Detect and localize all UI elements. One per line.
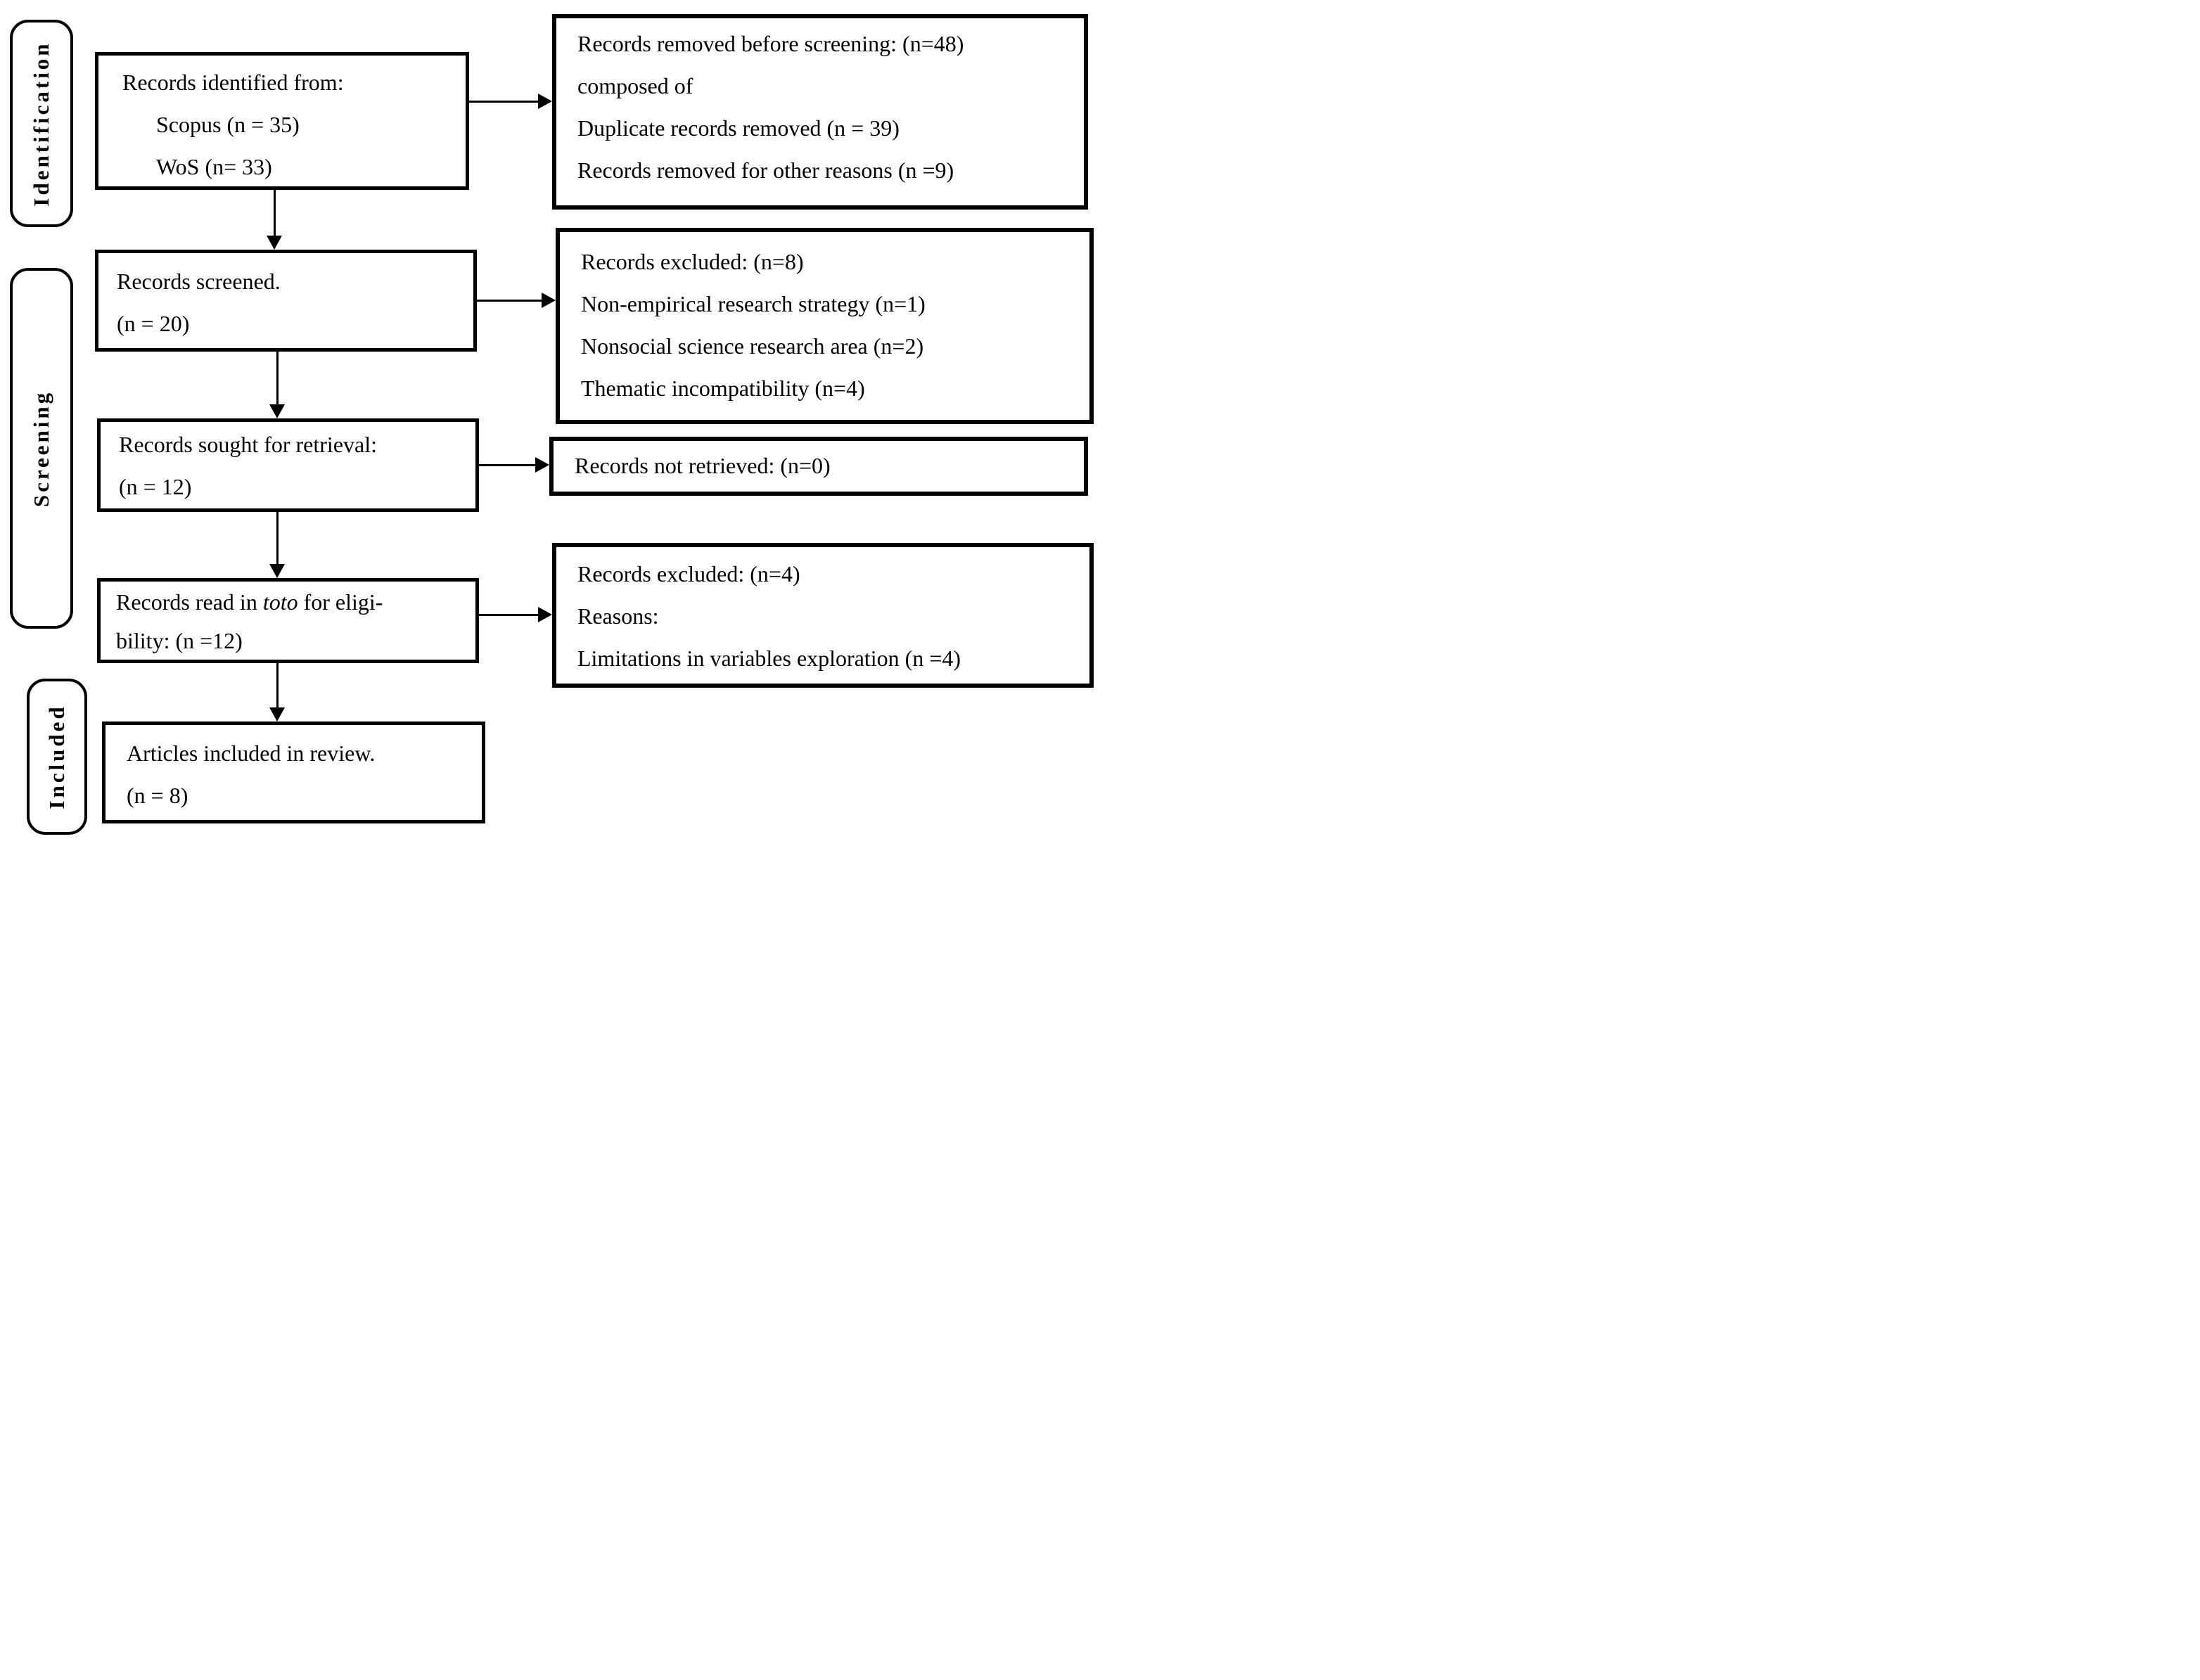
prisma-flow-diagram [0, 0, 1100, 840]
arrow-identified-to-removed [469, 101, 538, 103]
read-line1-italic: toto [262, 589, 298, 615]
arrow-read-to-excluded [479, 614, 538, 616]
excluded-eligibility-line1: Records excluded: (n=4) [577, 561, 800, 586]
sidebox-removed-before-screening [552, 14, 1088, 210]
arrow-screened-to-excluded [477, 300, 542, 302]
box-articles-included-line: Articles included in review. [127, 740, 376, 766]
arrow-sought-to-not-retrieved [479, 464, 535, 466]
stage-label-identification: Identification [29, 40, 53, 207]
bracket-included [27, 679, 87, 835]
removed-before-screening-line2: composed of [577, 73, 693, 98]
box-records-read-line1 [116, 583, 475, 622]
removed-before-screening-line1: Records removed before screening: (n=48) [577, 31, 964, 56]
stage-label-included: Included [44, 704, 69, 809]
box-records-sought-count: (n = 12) [119, 474, 192, 499]
box-records-sought-line: Records sought for retrieval: [119, 432, 377, 457]
read-line1-pre: Records read in [116, 589, 263, 615]
box-records-screened-count: (n = 20) [117, 311, 190, 336]
removed-before-screening-line3: Duplicate records removed (n = 39) [577, 115, 900, 141]
bracket-screening [10, 268, 73, 629]
excluded-screening-line1: Records excluded: (n=8) [581, 249, 804, 274]
read-line1-post: for eligi- [298, 589, 383, 615]
box-records-read-eligibility [97, 578, 479, 663]
box-articles-included-count: (n = 8) [127, 783, 188, 808]
arrow-screened-to-sought [276, 352, 279, 404]
excluded-screening-line4: Thematic incompatibility (n=4) [581, 376, 865, 401]
arrow-identified-to-screened [274, 190, 276, 236]
bracket-identification [10, 20, 73, 227]
box-records-identified-scopus: Scopus (n = 35) [156, 112, 300, 137]
box-records-identified-wos: WoS (n= 33) [156, 154, 272, 179]
sidebox-records-excluded-screening [556, 228, 1094, 424]
excluded-screening-line3: Nonsocial science research area (n=2) [581, 333, 924, 359]
arrow-read-to-included [276, 663, 279, 707]
sidebox-records-excluded-eligibility [552, 543, 1094, 688]
box-articles-included [102, 722, 485, 823]
box-records-read-line2: bility: (n =12) [116, 628, 243, 653]
sidebox-records-not-retrieved [549, 437, 1088, 496]
stage-label-screening: Screening [29, 390, 53, 507]
excluded-eligibility-line3: Limitations in variables exploration (n =4) [577, 646, 961, 671]
box-records-sought [97, 418, 479, 512]
excluded-eligibility-line2: Reasons: [577, 603, 659, 629]
arrow-sought-to-read [276, 512, 279, 564]
box-records-screened-line: Records screened. [117, 269, 281, 294]
not-retrieved-line: Records not retrieved: (n=0) [575, 453, 831, 478]
excluded-screening-line2: Non-empirical research strategy (n=1) [581, 291, 926, 316]
box-records-screened [95, 250, 477, 352]
removed-before-screening-line4: Records removed for other reasons (n =9) [577, 158, 954, 183]
box-records-identified-line: Records identified from: [122, 70, 344, 95]
box-records-identified [95, 52, 469, 190]
